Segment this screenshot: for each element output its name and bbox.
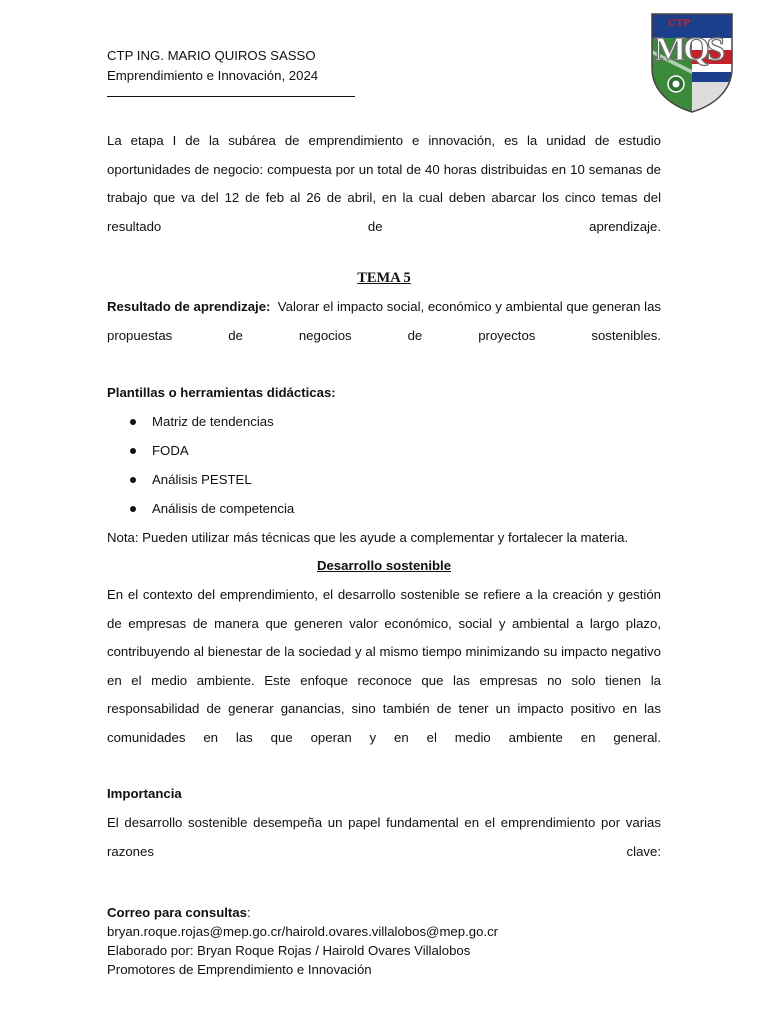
intro-paragraph: La etapa I de la subárea de emprendimiento e innovación, es la unidad de estudio oportunidades de negocio: compuesta por un total de 40 horas distribuidas en 10 semanas de trabajo que va del 12 de feb al 26 de abril, en la cual deben abarcar los cinco temas del resultado de aprendizaje.: [107, 133, 661, 234]
bullet-icon: [130, 477, 136, 483]
ctp-mqs-shield-logo: [646, 10, 738, 114]
authors-line: Elaborado por: Bryan Roque Rojas / Hairold Ovares Villalobos: [107, 943, 471, 958]
importancia-paragraph: El desarrollo sostenible desempeña un papel fundamental en el emprendimiento por varias razones clave:: [107, 815, 661, 859]
document-header: [107, 46, 355, 97]
list-item: Matriz de tendencias: [107, 407, 661, 436]
bullet-icon: [130, 506, 136, 512]
tema-section: [107, 293, 661, 580]
list-item: Análisis de competencia: [107, 494, 661, 523]
resultado-aprendizaje: [107, 293, 661, 379]
list-item: Análisis PESTEL: [107, 465, 661, 494]
promotores-line: Promotores de Emprendimiento e Innovación: [107, 962, 372, 977]
course-name: Emprendimiento e Innovación, 2024: [107, 67, 319, 83]
school-name: CTP ING. MARIO QUIROS SASSO: [107, 48, 316, 63]
desarrollo-paragraph: En el contexto del emprendimiento, el desarrollo sostenible se refiere a la creación y gestión de empresas de manera que generen valor económico, social y ambiental a largo plazo, contribuyendo al bienestar de la sociedad y al mismo tiempo minimizando su impacto negativo en el medio ambiente. Este enfoque reconoce que las empresas no solo tienen la responsabilidad de generar ganancias, sino también de tener un impacto positivo en las comunidades en las que operan y en el medio ambiente en general.: [107, 587, 661, 745]
bullet-icon: [130, 448, 136, 454]
footer-contact: Correo para consultas: bryan.roque.rojas@mep.go.cr/hairold.ovares.villalobos@mep.go.cr Elaborado por: Bryan Roque Rojas / Hairold Ovares Villalobos Promotores de Emprendimiento e Innovación: [107, 905, 499, 977]
tema-title: TEMA 5: [357, 270, 411, 286]
plantillas-label: Plantillas o herramientas didácticas:: [107, 384, 336, 400]
resultado-label: Resultado de aprendizaje:: [107, 299, 271, 314]
list-item: FODA: [107, 436, 661, 465]
resultado-text: Valorar el impacto social, económico y ambiental que generan las propuestas de negocios de proyectos sostenibles.: [107, 299, 662, 343]
logo-ctp-text: CTP: [668, 17, 690, 29]
desarrollo-title: Desarrollo sostenible: [316, 558, 452, 573]
bullet-icon: [130, 419, 136, 425]
contact-emails: bryan.roque.rojas@mep.go.cr/hairold.ovares.villalobos@mep.go.cr: [107, 924, 499, 939]
correo-label: Correo para consultas: [107, 905, 247, 920]
nota-text: Nota: Pueden utilizar más técnicas que les ayude a complementar y fortalecer la materia.: [107, 530, 629, 545]
tools-list: [107, 407, 661, 523]
header-underline: [107, 96, 355, 97]
logo-mqs-letters: MQS: [654, 31, 723, 68]
importancia-title: Importancia: [107, 786, 182, 801]
